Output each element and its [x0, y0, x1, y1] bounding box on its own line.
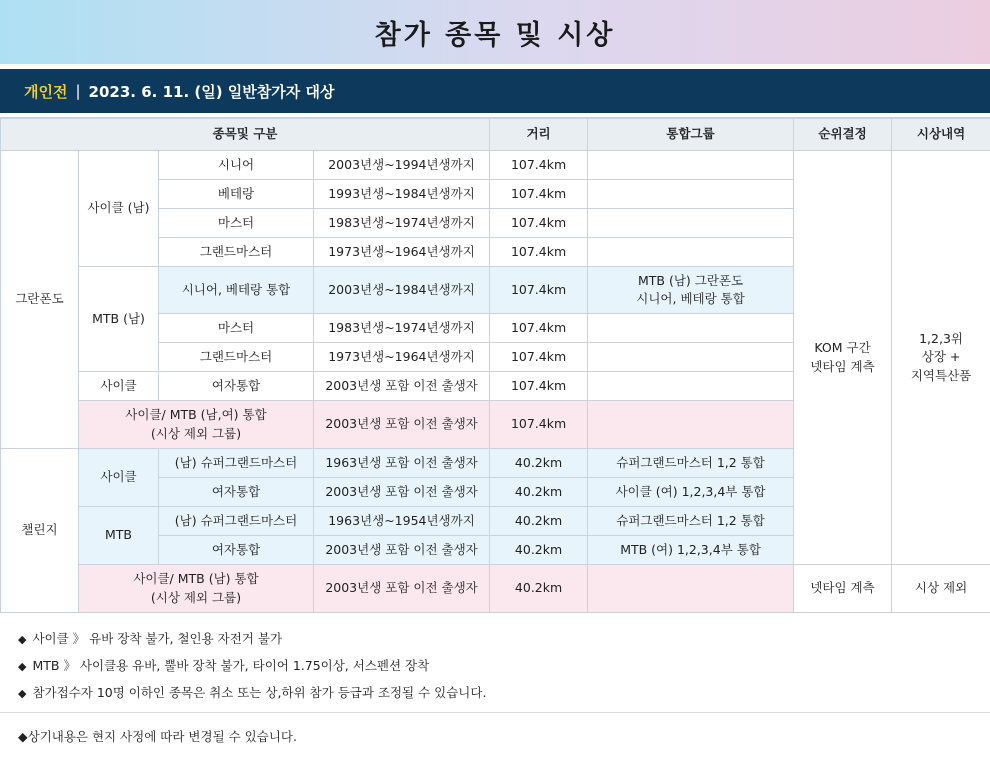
- subcat-cycle-m: 사이클 (남): [79, 151, 159, 267]
- section-separator: |: [75, 82, 81, 100]
- distance-cell: 107.4km: [490, 267, 588, 314]
- subcat-mtb: MTB: [79, 507, 159, 565]
- award-last: 시상 제외: [892, 565, 990, 613]
- subcat-cycle-mtb-mixed: 사이클/ MTB (남,여) 통합 (시상 제외 그룹): [79, 401, 314, 449]
- age-cell: 1963년생 포함 이전 출생자: [314, 449, 490, 478]
- distance-cell: 107.4km: [490, 314, 588, 343]
- distance-cell: 40.2km: [490, 449, 588, 478]
- subcat-cycle-mtb-m: 사이클/ MTB (남) 통합 (시상 제외 그룹): [79, 565, 314, 613]
- notes-list: [0, 613, 990, 706]
- note-text: 상기내용은 현지 사정에 따라 변경될 수 있습니다.: [27, 729, 297, 744]
- group-cell: [588, 209, 794, 238]
- note-text: 참가접수자 10명 이하인 종목은 취소 또는 상,하위 참가 등급과 조정될 수 있습니다.: [32, 685, 487, 700]
- ranking-main: KOM 구간 넷타임 계측: [794, 151, 892, 565]
- diamond-bullet-icon: ◆: [18, 729, 28, 744]
- age-cell: 1983년생~1974년생까지: [314, 209, 490, 238]
- diamond-bullet-icon: ◆: [18, 633, 27, 646]
- table-row: [1, 151, 990, 180]
- age-cell: 1993년생~1984년생까지: [314, 180, 490, 209]
- class-cell: 베테랑: [159, 180, 314, 209]
- subcat-cycle: 사이클: [79, 372, 159, 401]
- header-ranking: 순위결정: [794, 118, 892, 151]
- class-cell: 여자통합: [159, 372, 314, 401]
- age-cell: 2003년생 포함 이전 출생자: [314, 536, 490, 565]
- distance-cell: 107.4km: [490, 151, 588, 180]
- final-note: [0, 719, 990, 750]
- section-header: [0, 69, 990, 113]
- class-cell: 여자통합: [159, 478, 314, 507]
- distance-cell: 107.4km: [490, 343, 588, 372]
- ranking-last: 넷타임 계측: [794, 565, 892, 613]
- group-cell: [588, 565, 794, 613]
- diamond-bullet-icon: ◆: [18, 660, 27, 673]
- age-cell: 1983년생~1974년생까지: [314, 314, 490, 343]
- title-banner: [0, 0, 990, 64]
- distance-cell: 107.4km: [490, 209, 588, 238]
- class-cell: 시니어: [159, 151, 314, 180]
- group-cell: MTB (남) 그란폰도 시니어, 베테랑 통합: [588, 267, 794, 314]
- list-item: [18, 679, 990, 706]
- subcat-cycle2: 사이클: [79, 449, 159, 507]
- group-cell: 사이클 (여) 1,2,3,4부 통합: [588, 478, 794, 507]
- header-group: 통합그룹: [588, 118, 794, 151]
- table-header: [1, 118, 990, 151]
- group-cell: [588, 180, 794, 209]
- list-item: [18, 625, 990, 652]
- subcat-mtb-m: MTB (남): [79, 267, 159, 372]
- distance-cell: 107.4km: [490, 401, 588, 449]
- age-cell: 2003년생~1994년생까지: [314, 151, 490, 180]
- class-cell: 마스터: [159, 209, 314, 238]
- section-label: 개인전: [24, 82, 68, 101]
- category-challenge: 챌린지: [1, 449, 79, 613]
- group-cell: [588, 151, 794, 180]
- age-cell: 2003년생 포함 이전 출생자: [314, 372, 490, 401]
- distance-cell: 40.2km: [490, 478, 588, 507]
- group-cell: [588, 314, 794, 343]
- age-cell: 2003년생 포함 이전 출생자: [314, 478, 490, 507]
- category-granfondo: 그란폰도: [1, 151, 79, 449]
- distance-cell: 107.4km: [490, 372, 588, 401]
- section-date: 2023. 6. 11. (일) 일반참가자 대상: [88, 82, 335, 101]
- distance-cell: 107.4km: [490, 238, 588, 267]
- header-award: 시상내역: [892, 118, 990, 151]
- group-cell: 슈퍼그랜드마스터 1,2 통합: [588, 449, 794, 478]
- class-cell: (남) 슈퍼그랜드마스터: [159, 449, 314, 478]
- header-distance: 거리: [490, 118, 588, 151]
- age-cell: 2003년생 포함 이전 출생자: [314, 565, 490, 613]
- award-main: 1,2,3위 상장 + 지역특산품: [892, 151, 990, 565]
- class-cell: 그랜드마스터: [159, 238, 314, 267]
- group-cell: 슈퍼그랜드마스터 1,2 통합: [588, 507, 794, 536]
- diamond-bullet-icon: ◆: [18, 687, 27, 700]
- class-cell: 마스터: [159, 314, 314, 343]
- distance-cell: 40.2km: [490, 536, 588, 565]
- events-table: [0, 117, 990, 613]
- class-cell: 여자통합: [159, 536, 314, 565]
- class-cell: 시니어, 베테랑 통합: [159, 267, 314, 314]
- age-cell: 1973년생~1964년생까지: [314, 343, 490, 372]
- age-cell: 1973년생~1964년생까지: [314, 238, 490, 267]
- group-cell: [588, 372, 794, 401]
- note-text: MTB 》 사이클용 유바, 뿔바 장착 불가, 타이어 1.75이상, 서스펜션 장착: [32, 658, 430, 673]
- group-cell: [588, 343, 794, 372]
- age-cell: 1963년생~1954년생까지: [314, 507, 490, 536]
- note-text: 사이클 》 유바 장착 불가, 철인용 자전거 불가: [32, 631, 283, 646]
- page-title: 참가 종목 및 시상: [374, 19, 616, 51]
- distance-cell: 107.4km: [490, 180, 588, 209]
- group-cell: [588, 401, 794, 449]
- distance-cell: 40.2km: [490, 565, 588, 613]
- list-item: [18, 723, 990, 750]
- list-item: [18, 652, 990, 679]
- header-event: 종목및 구분: [1, 118, 490, 151]
- age-cell: 2003년생 포함 이전 출생자: [314, 401, 490, 449]
- group-cell: MTB (여) 1,2,3,4부 통합: [588, 536, 794, 565]
- group-cell: [588, 238, 794, 267]
- class-cell: (남) 슈퍼그랜드마스터: [159, 507, 314, 536]
- table-row: [1, 565, 990, 613]
- class-cell: 그랜드마스터: [159, 343, 314, 372]
- distance-cell: 40.2km: [490, 507, 588, 536]
- age-cell: 2003년생~1984년생까지: [314, 267, 490, 314]
- divider: [0, 712, 990, 713]
